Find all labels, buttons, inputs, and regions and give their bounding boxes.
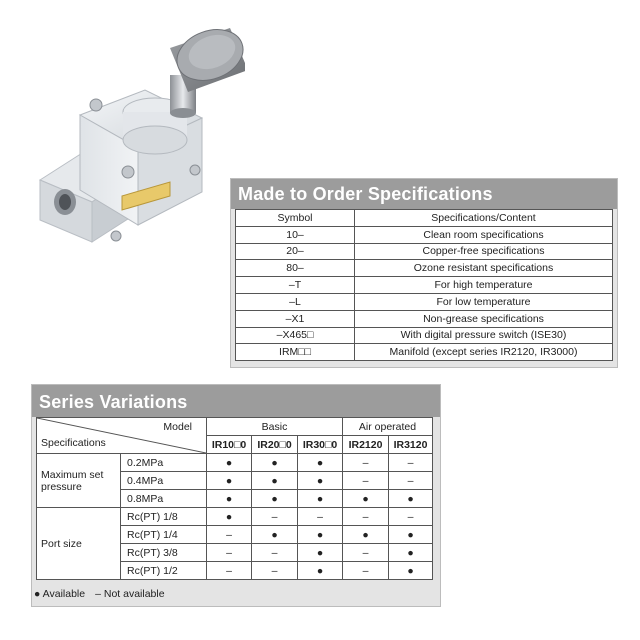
model-header: IR3120	[389, 436, 433, 454]
model-header: IR20□0	[252, 436, 298, 454]
availability-cell: –	[207, 562, 252, 580]
availability-cell: –	[343, 562, 389, 580]
legend-not-available: – Not available	[95, 588, 165, 600]
availability-cell: –	[207, 544, 252, 562]
symbol-cell: 20–	[236, 243, 355, 260]
symbol-cell: –X1	[236, 310, 355, 327]
spec-cell: Ozone resistant specifications	[355, 260, 613, 277]
spec-cell: Clean room specifications	[355, 226, 613, 243]
table-row	[37, 454, 433, 472]
availability-cell: –	[389, 508, 433, 526]
availability-cell: ●	[207, 490, 252, 508]
symbol-cell: –X465□	[236, 327, 355, 344]
model-header: IR10□0	[207, 436, 252, 454]
table-row	[236, 327, 613, 344]
spec-cell: Non-grease specifications	[355, 310, 613, 327]
availability-cell: ●	[298, 454, 343, 472]
specifications-label: Specifications	[41, 437, 106, 449]
availability-cell: ●	[389, 544, 433, 562]
availability-cell: ●	[207, 472, 252, 490]
availability-cell: –	[207, 526, 252, 544]
availability-cell: ●	[252, 454, 298, 472]
availability-cell: ●	[207, 508, 252, 526]
availability-cell: ●	[389, 562, 433, 580]
table-row	[236, 310, 613, 327]
availability-cell: ●	[252, 490, 298, 508]
row-group-label: Maximum set pressure	[37, 454, 121, 508]
row-label: 0.4MPa	[121, 472, 207, 490]
availability-cell: ●	[252, 472, 298, 490]
spec-model-corner-cell	[37, 418, 207, 454]
model-header: IR30□0	[298, 436, 343, 454]
row-label: Rc(PT) 1/4	[121, 526, 207, 544]
spec-cell: Copper-free specifications	[355, 243, 613, 260]
availability-cell: ●	[298, 562, 343, 580]
table-row	[236, 243, 613, 260]
row-label: Rc(PT) 3/8	[121, 544, 207, 562]
availability-cell: –	[252, 508, 298, 526]
table-row	[236, 293, 613, 310]
table-row	[37, 508, 433, 526]
symbol-cell: 80–	[236, 260, 355, 277]
spec-cell: For high temperature	[355, 277, 613, 294]
availability-cell: ●	[298, 490, 343, 508]
availability-cell: –	[343, 544, 389, 562]
availability-cell: ●	[252, 526, 298, 544]
symbol-cell: –T	[236, 277, 355, 294]
availability-cell: –	[389, 454, 433, 472]
row-label: 0.2MPa	[121, 454, 207, 472]
availability-cell: ●	[343, 490, 389, 508]
availability-cell: –	[298, 508, 343, 526]
made-to-order-title: Made to Order Specifications	[231, 179, 617, 209]
spec-cell: Manifold (except series IR2120, IR3000)	[355, 344, 613, 361]
made-to-order-table	[235, 209, 613, 361]
series-variations-table	[36, 417, 433, 580]
air-operated-group-header: Air operated	[343, 418, 433, 436]
series-variations-panel	[31, 384, 441, 607]
row-label: 0.8MPa	[121, 490, 207, 508]
symbol-header: Symbol	[236, 210, 355, 227]
availability-cell: ●	[389, 526, 433, 544]
availability-legend	[34, 588, 165, 600]
symbol-cell: 10–	[236, 226, 355, 243]
availability-cell: ●	[207, 454, 252, 472]
symbol-cell: IRM□□	[236, 344, 355, 361]
availability-cell: ●	[298, 544, 343, 562]
series-variations-title: Series Variations	[32, 385, 440, 417]
model-label: Model	[163, 421, 192, 433]
made-to-order-panel	[230, 178, 618, 368]
availability-cell: –	[343, 472, 389, 490]
availability-cell: –	[252, 562, 298, 580]
legend-available: ● Available	[34, 588, 86, 600]
spec-cell: With digital pressure switch (ISE30)	[355, 327, 613, 344]
table-row	[236, 226, 613, 243]
row-label: Rc(PT) 1/8	[121, 508, 207, 526]
availability-cell: –	[389, 472, 433, 490]
spec-content-header: Specifications/Content	[355, 210, 613, 227]
table-row	[236, 344, 613, 361]
table-row	[236, 260, 613, 277]
model-header: IR2120	[343, 436, 389, 454]
row-group-label: Port size	[37, 508, 121, 580]
pressure-regulator-image	[30, 20, 245, 250]
table-header-row	[236, 210, 613, 227]
table-row	[236, 277, 613, 294]
availability-cell: ●	[389, 490, 433, 508]
availability-cell: ●	[343, 526, 389, 544]
availability-cell: ●	[298, 472, 343, 490]
basic-group-header: Basic	[207, 418, 343, 436]
row-label: Rc(PT) 1/2	[121, 562, 207, 580]
availability-cell: ●	[298, 526, 343, 544]
spec-cell: For low temperature	[355, 293, 613, 310]
availability-cell: –	[343, 508, 389, 526]
symbol-cell: –L	[236, 293, 355, 310]
availability-cell: –	[252, 544, 298, 562]
availability-cell: –	[343, 454, 389, 472]
